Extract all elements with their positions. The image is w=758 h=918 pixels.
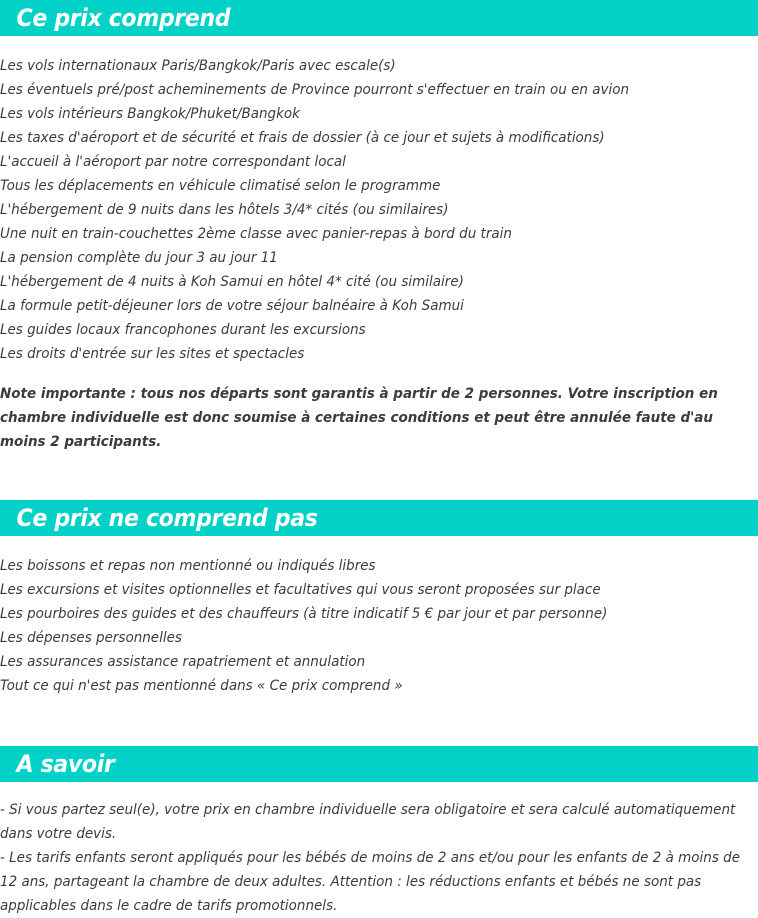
list-item: Les assurances assistance rapatriement et annulation bbox=[0, 654, 366, 670]
section-body-price-included bbox=[0, 36, 758, 454]
list-item: L'hébergement de 4 nuits à Koh Samui en hôtel 4* cité (ou similaire) bbox=[0, 274, 464, 290]
important-note-text: Note importante : tous nos départs sont garantis à partir de 2 personnes. Votre inscription en chambre individuelle est donc soumise à certaines conditions et peut être annulée faute d'au moins 2 participants. bbox=[0, 386, 718, 450]
list-item: La formule petit-déjeuner lors de votre séjour balnéaire à Koh Samui bbox=[0, 298, 464, 314]
list-item: La pension complète du jour 3 au jour 11 bbox=[0, 250, 278, 266]
section-title-good-to-know: A savoir bbox=[0, 746, 758, 782]
section-body-good-to-know bbox=[0, 782, 758, 918]
list-item: Tous les déplacements en véhicule climatisé selon le programme bbox=[0, 178, 441, 194]
paragraph: - Les tarifs enfants seront appliqués pour les bébés de moins de 2 ans et/ou pour les enfants de 2 à moins de 12 ans, partageant la chambre de deux adultes. Attention : les réductions enfants et bébés ne sont pas applicables dans le cadre de tarifs promotionnels. bbox=[0, 850, 741, 914]
section-title-price-excluded: Ce prix ne comprend pas bbox=[0, 500, 758, 536]
paragraph: - Si vous partez seul(e), votre prix en chambre individuelle sera obligatoire et sera calculé automatiquement dans votre devis. bbox=[0, 802, 736, 842]
list-item: L'accueil à l'aéroport par notre correspondant local bbox=[0, 154, 346, 170]
list-item: Les dépenses personnelles bbox=[0, 630, 182, 646]
list-item: Les éventuels pré/post acheminements de Province pourront s'effectuer en train ou en avion bbox=[0, 82, 630, 98]
list-item: Les droits d'entrée sur les sites et spectacles bbox=[0, 346, 305, 362]
section-title-price-included: Ce prix comprend bbox=[0, 0, 758, 36]
important-note-block bbox=[0, 366, 748, 454]
list-item: Les pourboires des guides et des chauffeurs (à titre indicatif 5 € par jour et par personne) bbox=[0, 606, 608, 622]
list-item: Une nuit en train-couchettes 2ème classe avec panier-repas à bord du train bbox=[0, 226, 512, 242]
list-item: Les taxes d'aéroport et de sécurité et frais de dossier (à ce jour et sujets à modifications) bbox=[0, 130, 605, 146]
section-price-excluded bbox=[0, 500, 758, 698]
list-item: Les vols intérieurs Bangkok/Phuket/Bangkok bbox=[0, 106, 300, 122]
list-item: Les boissons et repas non mentionné ou indiqués libres bbox=[0, 558, 376, 574]
section-price-included bbox=[0, 0, 758, 454]
list-item: Les vols internationaux Paris/Bangkok/Paris avec escale(s) bbox=[0, 58, 396, 74]
section-good-to-know bbox=[0, 746, 758, 918]
list-item: Les guides locaux francophones durant les excursions bbox=[0, 322, 366, 338]
list-item: Tout ce qui n'est pas mentionné dans « Ce prix comprend » bbox=[0, 678, 403, 694]
list-item: L'hébergement de 9 nuits dans les hôtels 3/4* cités (ou similaires) bbox=[0, 202, 449, 218]
section-body-price-excluded bbox=[0, 536, 758, 698]
list-item: Les excursions et visites optionnelles et facultatives qui vous seront proposées sur place bbox=[0, 582, 601, 598]
